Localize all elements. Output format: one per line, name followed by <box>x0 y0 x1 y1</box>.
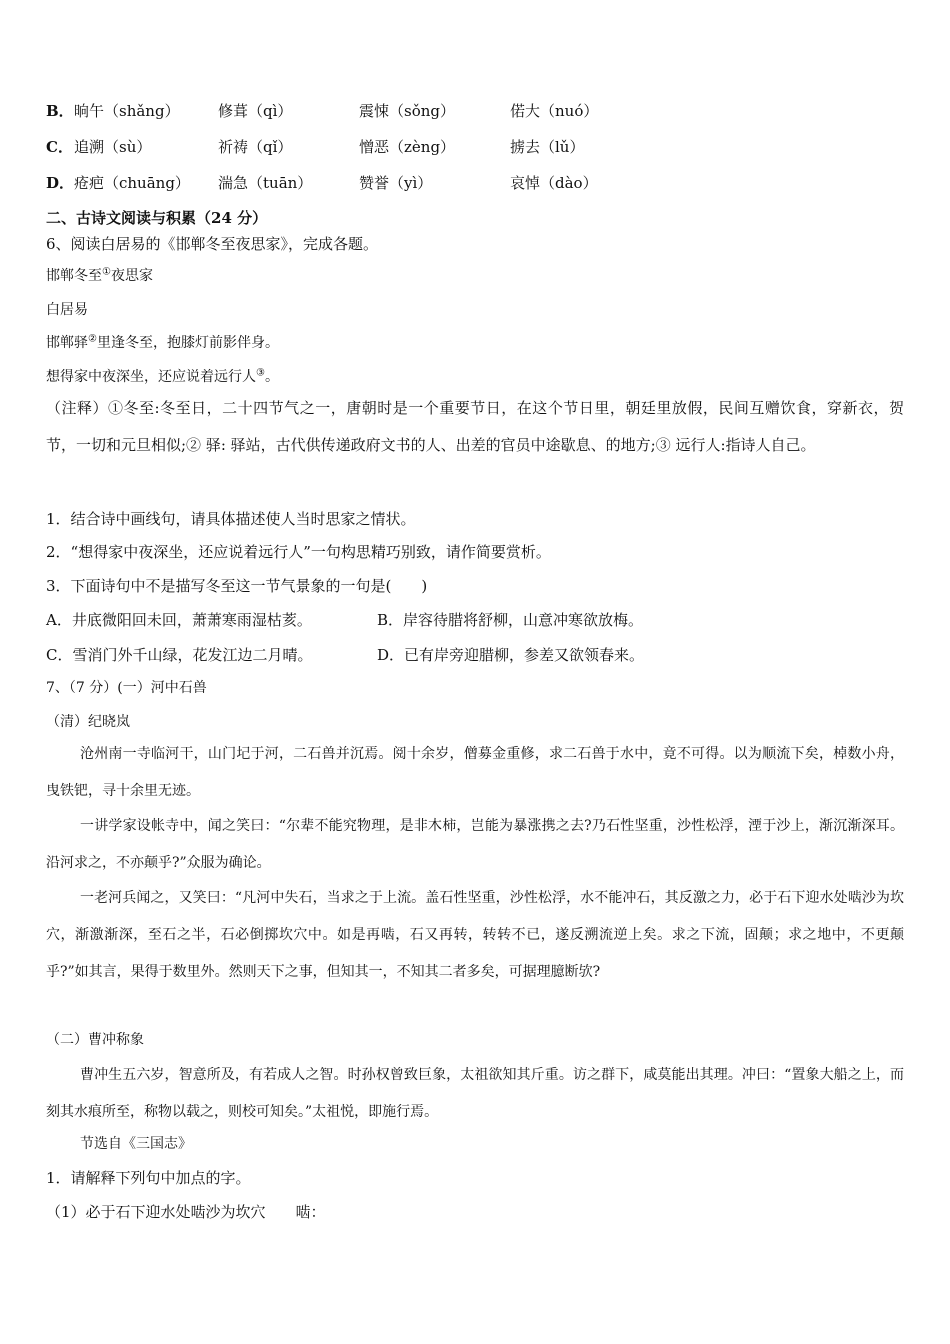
word-item: 晌午（shǎng） <box>74 102 180 120</box>
word-item: 湍急（tuān） <box>218 174 313 192</box>
poem-title-part: 邯郸冬至 <box>46 268 102 284</box>
poem-line-part: 。 <box>264 369 279 385</box>
option-label: C． <box>46 138 73 156</box>
section-heading: 二、古诗文阅读与积累（24 分） <box>46 209 268 227</box>
poem-notes: （注释）①冬至:冬至日，二十四节气之一，唐朝时是一个重要节日，在这个节日里，朝廷里放假，民间互赠饮食，穿新衣，贺节，一切和元旦相似;② 驿: 驿站，古代供传递政府文书的人、出差的官员中途歇息、的地方;③ 远行人:指诗人自己。 <box>46 399 904 454</box>
word-item: 憎恶（zèng） <box>359 138 456 156</box>
poem-line-part: 里逢冬至，抱膝灯前影伴身。 <box>96 335 279 351</box>
option-label: B． <box>46 102 74 120</box>
passage-paragraph-2: 一讲学家设帐寺中，闻之笑曰：“尔辈不能究物理，是非木柿，岂能为暴涨携之去?乃石性坚重，沙性松浮，湮于沙上，渐沉渐深耳。沿河求之，不亦颠乎?”众服为确论。 <box>46 818 904 871</box>
question-6-2: 2．“想得家中夜深坐，还应说着远行人”一句构思精巧别致，请作简要赏析。 <box>46 543 551 561</box>
word-item: 掳去（lǔ） <box>510 138 585 156</box>
choice-d: D．已有岸旁迎腊柳，参差又欲领春来。 <box>377 646 645 664</box>
poem-line-1 <box>46 332 279 354</box>
footnote-marker: ② <box>88 333 97 345</box>
choice-a: A．井底微阳回未回，萧萧寒雨湿枯荄。 <box>46 611 312 629</box>
question-7-1: 1．请解释下列句中加点的字。 <box>46 1169 251 1187</box>
word-item: 修葺（qì） <box>218 102 293 120</box>
footnote-marker: ① <box>102 266 111 278</box>
word-item: 祈祷（qǐ） <box>218 138 293 156</box>
poem-author: 白居易 <box>46 302 88 318</box>
poem-title-part: 夜思家 <box>110 268 153 284</box>
poem-title <box>46 265 153 287</box>
word-item: 赞誉（yì） <box>359 174 433 192</box>
choice-c: C．雪消门外千山绿，花发江边二月晴。 <box>46 646 313 664</box>
passage-paragraph-1: 沧州南一寺临河干，山门圮于河，二石兽并沉焉。阅十余岁，僧募金重修，求二石兽于水中，竟不可得。以为顺流下矣，棹数小舟，曳铁钯，寻十余里无迹。 <box>46 746 904 799</box>
word-item: 哀悼（dào） <box>510 174 598 192</box>
question-7-heading: 7、（7 分）(一）河中石兽 <box>46 680 207 696</box>
passage-paragraph-3: 一老河兵闻之，又笑曰：“凡河中失石，当求之于上流。盖石性坚重，沙性松浮，水不能冲石，其反激之力，必于石下迎水处啮沙为坎穴，渐激渐深，至石之半，石必倒掷坎穴中。如是再啮，石又再转，转转不已，遂反溯流逆上矣。求之下流，固颠；求之地中，不更颠乎?”如其言，果得于数里外。然则天下之事，但知其一，不知其二者多矣，可据理臆断欤? <box>46 890 904 980</box>
option-label: D． <box>46 174 75 192</box>
passage-subheading: （二）曹冲称象 <box>46 1032 144 1048</box>
choice-b: B．岸容待腊将舒柳，山意冲寒欲放梅。 <box>377 611 644 629</box>
word-item: 偌大（nuó） <box>510 102 599 120</box>
question-6-intro: 6、阅读白居易的《邯郸冬至夜思家》，完成各题。 <box>46 235 379 253</box>
poem-line-part: 邯郸驿 <box>46 335 88 351</box>
question-6-3: 3．下面诗句中不是描写冬至这一节气景象的一句是( ) <box>46 577 428 595</box>
footnote-marker: ③ <box>256 367 265 379</box>
passage-source: 节选自《三国志》 <box>80 1136 192 1152</box>
question-6-1: 1．结合诗中画线句，请具体描述使人当时思家之情状。 <box>46 510 416 528</box>
passage-paragraph-4: 曹冲生五六岁，智意所及，有若成人之智。时孙权曾致巨象，太祖欲知其斤重。访之群下，咸莫能出其理。冲曰：“置象大船之上，而刻其水痕所至，称物以载之，则校可知矣。”太祖悦，即施行焉。 <box>46 1067 904 1120</box>
poem-line-2 <box>46 366 279 388</box>
question-7-1-1: （1）必于石下迎水处啮沙为坎穴 啮： <box>46 1203 326 1221</box>
poem-line-part: 想得家中夜深坐，还应说着远行人 <box>46 369 256 385</box>
word-item: 疮疤（chuāng） <box>74 174 190 192</box>
word-item: 追溯（sù） <box>74 138 152 156</box>
passage-author: （清）纪晓岚 <box>46 714 130 730</box>
word-item: 震悚（sǒng） <box>359 102 455 120</box>
